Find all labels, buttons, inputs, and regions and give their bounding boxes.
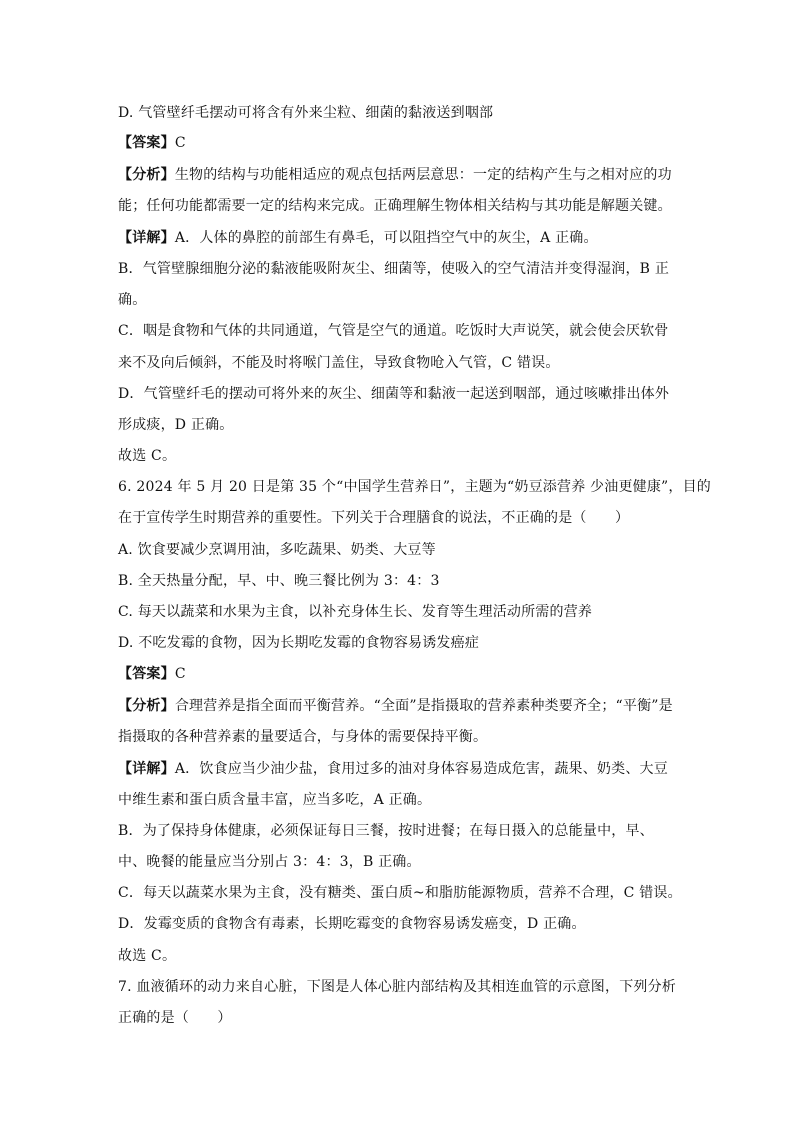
line-text: B．气管壁腺细胞分泌的黏液能吸附灰尘、细菌等，使吸入的空气清洁并变得湿润，B 正 [118, 261, 670, 277]
detail-line [118, 228, 688, 248]
line-text: 合理营养是指全面而平衡营养。“全面”是指摄取的营养素种类要齐全；“平衡”是 [174, 698, 673, 714]
line-text: 来不及向后倾斜，不能及时将喉门盖住，导致食物呛入气管，C 错误。 [118, 355, 560, 371]
section-tag: 【详解】 [118, 761, 175, 777]
question-line [118, 508, 688, 528]
section-tag: 【答案】 [118, 666, 175, 682]
section-tag: 【分析】 [118, 167, 175, 183]
question-line [118, 1008, 688, 1028]
line-text: B．为了保持身体健康，必须保证每日三餐，按时进餐；在每日摄入的总能量中，早、 [118, 823, 654, 839]
line-text: 故选 C。 [118, 448, 177, 464]
line-text: D．气管壁纤毛的摆动可将外来的灰尘、细菌等和黏液一起送到咽部，通过咳嗽排出体外 [118, 386, 670, 402]
option-line [118, 633, 688, 653]
line-text: 中、晚餐的能量应当分别占 3：4：3，B 正确。 [118, 854, 421, 870]
line-text: C．每天以蔬菜水果为主食，没有糖类、蛋白质~和脂肪能源物质，营养不合理，C 错误。 [118, 885, 682, 901]
option-line [118, 540, 688, 560]
text-line [118, 321, 688, 341]
text-line [118, 384, 688, 404]
text-line [118, 353, 688, 373]
analysis-line [118, 165, 688, 185]
text-line [118, 259, 688, 279]
line-text: A. 饮食要减少烹调用油，多吃蔬果、奶类、大豆等 [118, 542, 436, 558]
text-line [118, 415, 688, 435]
line-text: A．人体的鼻腔的前部生有鼻毛，可以阻挡空气中的灰尘，A 正确。 [174, 230, 598, 246]
text-line [118, 290, 688, 310]
answer-line [118, 664, 688, 684]
text-line [118, 821, 688, 841]
question-line [118, 977, 688, 997]
text-line [118, 852, 688, 872]
section-tag: 【详解】 [118, 230, 175, 246]
line-text: A．饮食应当少油少盐，食用过多的油对身体容易造成危害，蔬果、奶类、大豆 [174, 761, 668, 777]
option-line [118, 571, 688, 591]
question-line [118, 477, 712, 497]
text-line [118, 727, 688, 747]
text-line [118, 946, 688, 966]
line-text: C [174, 135, 186, 151]
answer-line [118, 133, 688, 153]
section-tag: 【答案】 [118, 135, 175, 151]
detail-line [118, 759, 688, 779]
analysis-line [118, 696, 688, 716]
line-text: C. 每天以蔬菜和水果为主食，以补充身体生长、发育等生理活动所需的营养 [118, 604, 593, 620]
line-text: B. 全天热量分配，早、中、晚三餐比例为 3：4：3 [118, 573, 440, 589]
text-line [118, 914, 688, 934]
line-text: 6. 2024 年 5 月 20 日是第 35 个“中国学生营养日”，主题为“奶豆添营养 少油更健康”，目的 [118, 479, 712, 495]
line-text: C [174, 666, 186, 682]
text-line [118, 103, 688, 123]
line-text: D. 气管壁纤毛摆动可将含有外来尘粒、细菌的黏液送到咽部 [118, 105, 494, 121]
text-line [118, 196, 688, 216]
section-tag: 【分析】 [118, 698, 175, 714]
text-line [118, 883, 688, 903]
line-text: 能；任何功能都需要一定的结构来完成。正确理解生物体相关结构与其功能是解题关键。 [118, 198, 672, 214]
line-text: D．发霉变质的食物含有毒素，长期吃霉变的食物容易诱发癌变，D 正确。 [118, 916, 586, 932]
text-line [118, 446, 688, 466]
option-line [118, 602, 688, 622]
line-text: 中维生素和蛋白质含量丰富，应当多吃，A 正确。 [118, 792, 432, 808]
line-text: 确。 [118, 292, 147, 308]
line-text: 指摄取的各种营养素的量要适合，与身体的需要保持平衡。 [118, 729, 488, 745]
line-text: D. 不吃发霉的食物，因为长期吃发霉的食物容易诱发癌症 [118, 635, 480, 651]
line-text: C．咽是食物和气体的共同通道，气管是空气的通道。吃饭时大声说笑，就会使会厌软骨 [118, 323, 669, 339]
line-text: 生物的结构与功能相适应的观点包括两层意思：一定的结构产生与之相对应的功 [174, 167, 672, 183]
line-text: 正确的是（ ） [118, 1010, 232, 1026]
line-text: 形成痰，D 正确。 [118, 417, 234, 433]
line-text: 7. 血液循环的动力来自心脏，下图是人体心脏内部结构及其相连血管的示意图，下列分析 [118, 979, 677, 995]
line-text: 故选 C。 [118, 948, 177, 964]
line-text: 在于宣传学生时期营养的重要性。下列关于合理膳食的说法，不正确的是（ ） [118, 510, 630, 526]
text-line [118, 790, 688, 810]
